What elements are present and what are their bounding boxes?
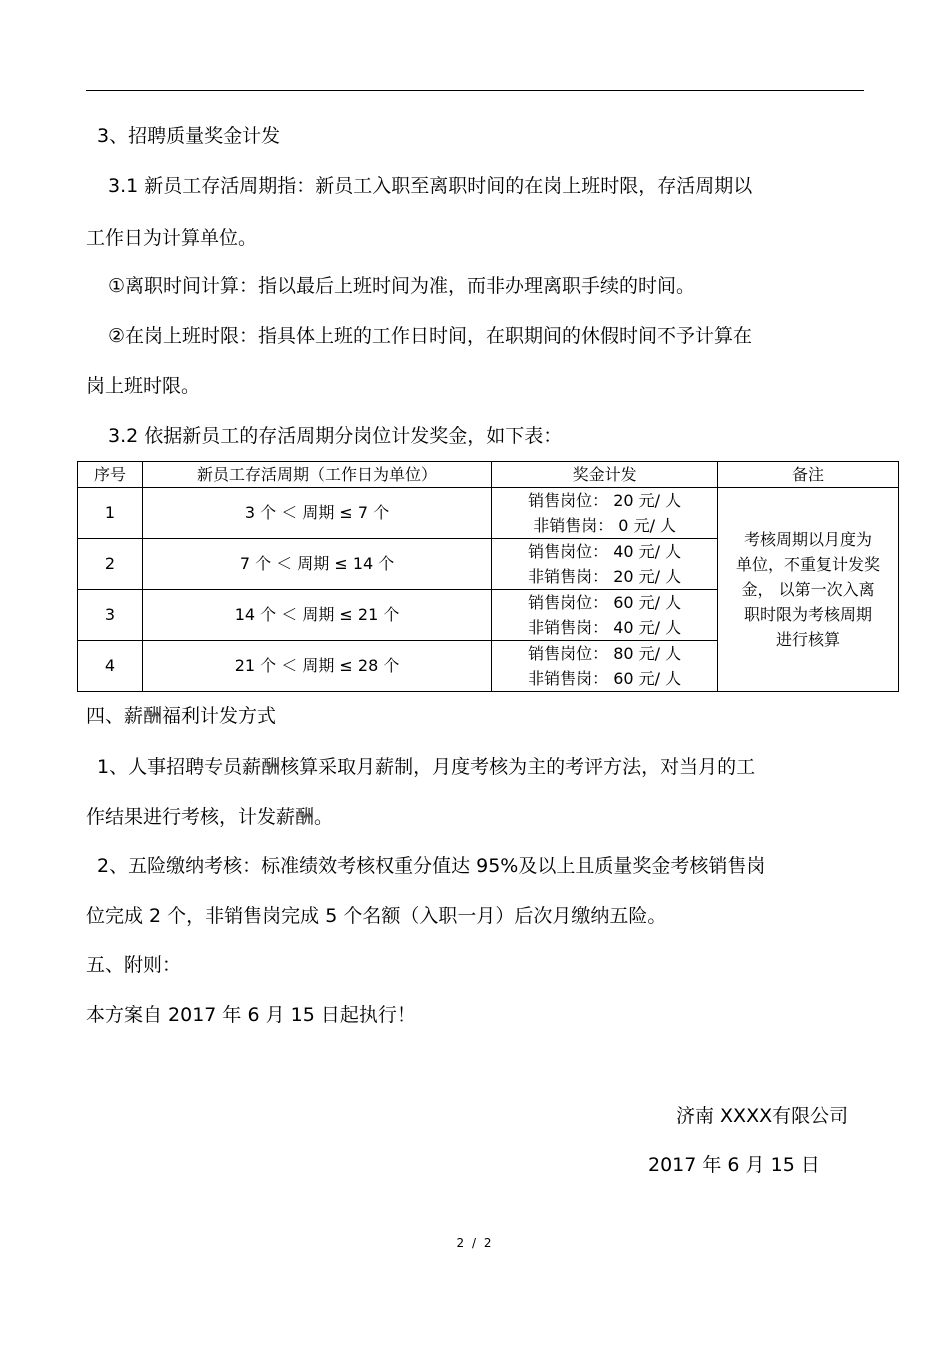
note-line: 考核周期以月度为 bbox=[744, 530, 873, 549]
row-period: 3 个 ＜ 周期 ≤ 7 个 bbox=[142, 488, 491, 539]
row-period: 14 个 ＜ 周期 ≤ 21 个 bbox=[142, 590, 491, 641]
page-number: 2 / 2 bbox=[456, 1236, 494, 1250]
header-period: 新员工存活周期（工作日为单位） bbox=[142, 462, 491, 488]
note-line: 进行核算 bbox=[776, 630, 841, 649]
row-no: 4 bbox=[78, 641, 143, 692]
row-no: 3 bbox=[78, 590, 143, 641]
list-item-2-line-1: ②在岗上班时限：指具体上班的工作日时间，在职期间的休假时间不予计算在 bbox=[108, 325, 753, 347]
row-no: 2 bbox=[78, 539, 143, 590]
table-header-row bbox=[78, 462, 899, 488]
note-line: 职时限为考核周期 bbox=[744, 605, 873, 624]
signature-date: 2017 年 6 月 15 日 bbox=[648, 1154, 820, 1176]
bonus-nonsales: 非销售岗： 0 元/ 人 bbox=[533, 516, 677, 535]
note-line: 单位，不重复计发奖 bbox=[736, 555, 881, 574]
section-4-p2-line-1: 2、五险缴纳考核：标准绩效考核权重分值达 95%及以上且质量奖金考核销售岗 bbox=[97, 855, 766, 877]
row-period: 7 个 ＜ 周期 ≤ 14 个 bbox=[142, 539, 491, 590]
header-rule bbox=[86, 90, 864, 91]
bonus-sales: 销售岗位： 40 元/ 人 bbox=[528, 542, 682, 561]
header-bonus: 奖金计发 bbox=[492, 462, 718, 488]
bonus-sales: 销售岗位： 80 元/ 人 bbox=[528, 644, 682, 663]
row-period: 21 个 ＜ 周期 ≤ 28 个 bbox=[142, 641, 491, 692]
note-line: 金， 以第一次入离 bbox=[741, 580, 875, 599]
bonus-nonsales: 非销售岗： 40 元/ 人 bbox=[528, 618, 682, 637]
paragraph-3-2: 3.2 依据新员工的存活周期分岗位计发奖金，如下表： bbox=[108, 425, 563, 447]
bonus-sales: 销售岗位： 20 元/ 人 bbox=[528, 491, 682, 510]
header-note: 备注 bbox=[718, 462, 899, 488]
section-4-p1-line-1: 1、人事招聘专员薪酬核算采取月薪制，月度考核为主的考评方法，对当月的工 bbox=[97, 756, 756, 778]
row-no: 1 bbox=[78, 488, 143, 539]
list-item-1: ①离职时间计算：指以最后上班时间为准，而非办理离职手续的时间。 bbox=[108, 275, 696, 297]
signature-company: 济南 XXXX有限公司 bbox=[676, 1105, 849, 1127]
section-5-heading: 五、附则： bbox=[86, 954, 182, 976]
table-row bbox=[78, 488, 899, 539]
note-cell bbox=[718, 488, 899, 692]
effective-date: 本方案自 2017 年 6 月 15 日起执行！ bbox=[86, 1004, 416, 1026]
bonus-nonsales: 非销售岗： 60 元/ 人 bbox=[528, 669, 682, 688]
list-item-2-line-2: 岗上班时限。 bbox=[86, 375, 201, 397]
paragraph-3-1-line-2: 工作日为计算单位。 bbox=[86, 227, 258, 249]
row-bonus bbox=[492, 539, 718, 590]
section-4-heading: 四、薪酬福利计发方式 bbox=[86, 705, 277, 727]
header-no: 序号 bbox=[78, 462, 143, 488]
section-3-heading: 3、招聘质量奖金计发 bbox=[97, 125, 281, 147]
paragraph-3-1-line-1: 3.1 新员工存活周期指：新员工入职至离职时间的在岗上班时限，存活周期以 bbox=[108, 175, 753, 197]
bonus-table bbox=[77, 461, 899, 692]
row-bonus bbox=[492, 488, 718, 539]
bonus-sales: 销售岗位： 60 元/ 人 bbox=[528, 593, 682, 612]
section-4-p2-line-2: 位完成 2 个，非销售岗完成 5 个名额（入职一月）后次月缴纳五险。 bbox=[86, 905, 667, 927]
section-4-p1-line-2: 作结果进行考核，计发薪酬。 bbox=[86, 806, 334, 828]
bonus-nonsales: 非销售岗： 20 元/ 人 bbox=[528, 567, 682, 586]
row-bonus bbox=[492, 590, 718, 641]
row-bonus bbox=[492, 641, 718, 692]
